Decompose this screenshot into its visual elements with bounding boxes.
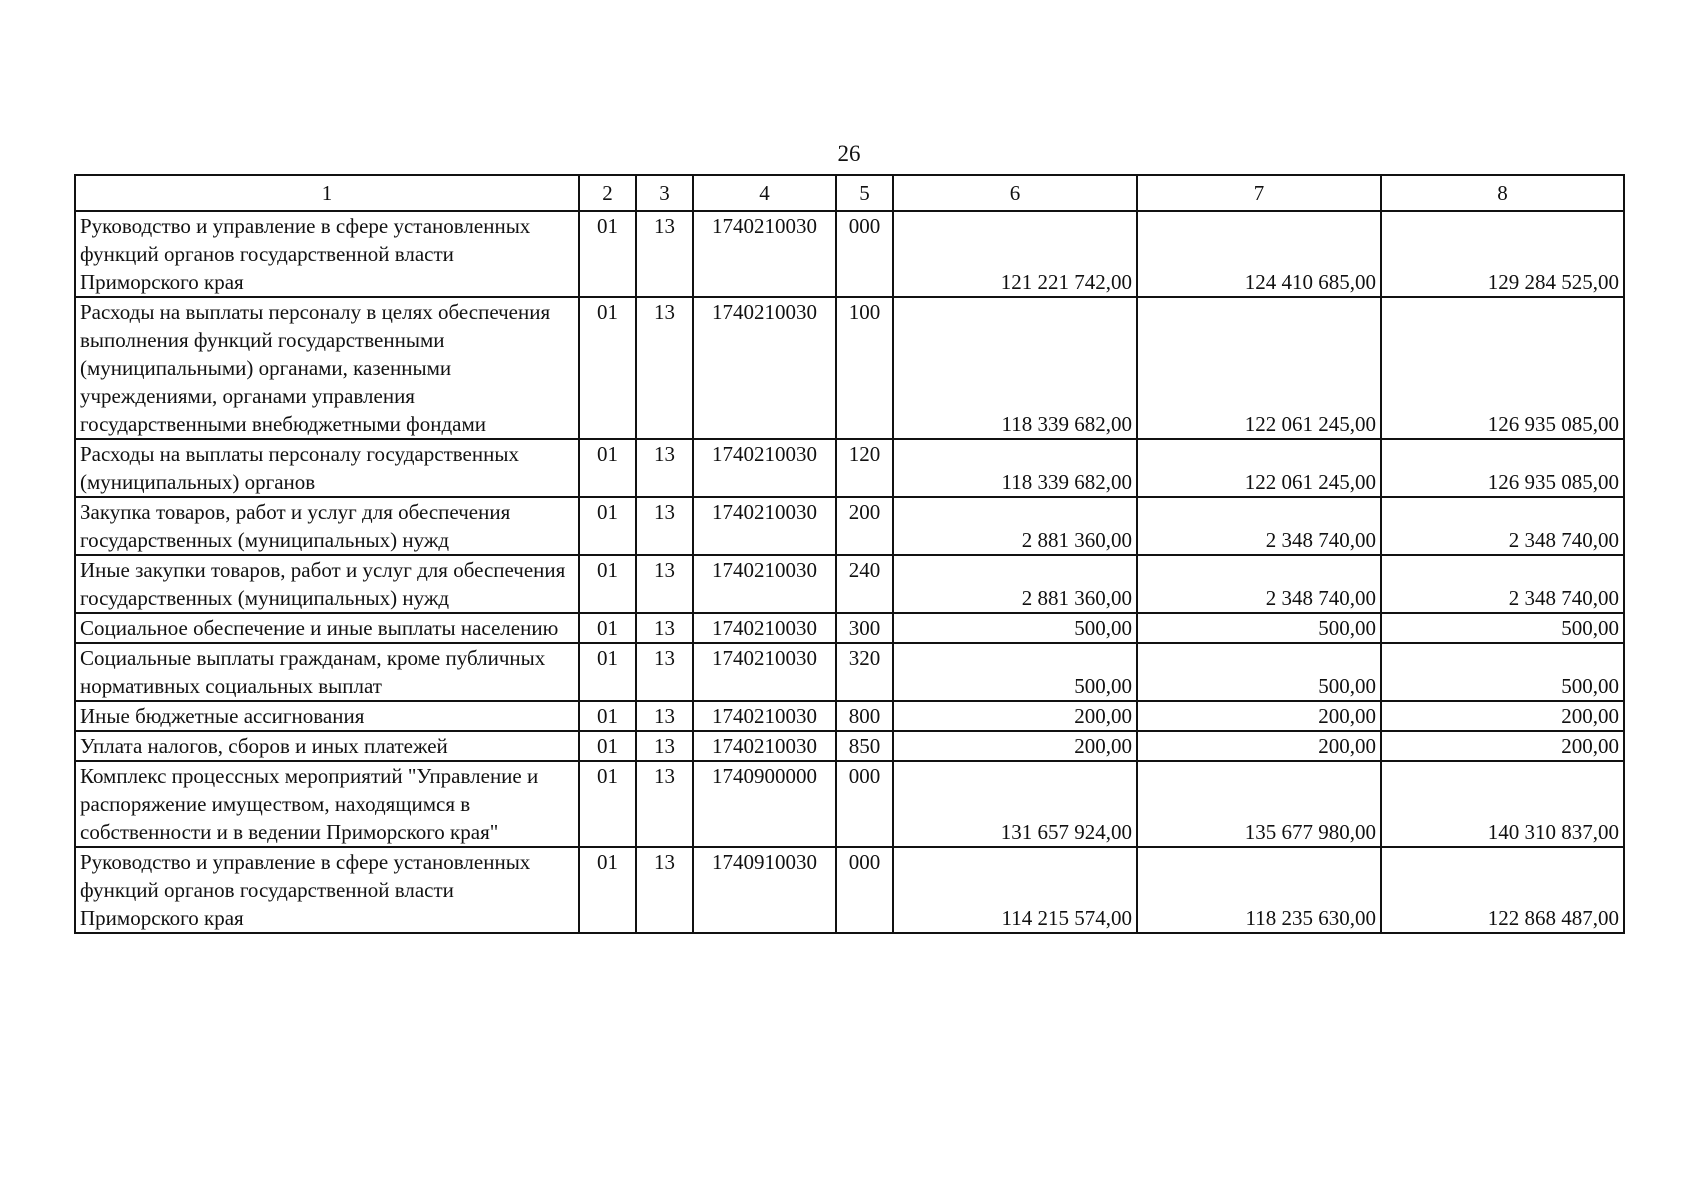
amount-col8-cell: 2 348 740,00 bbox=[1381, 497, 1624, 555]
target-article-cell: 1740210030 bbox=[693, 555, 836, 613]
target-article-cell: 1740210030 bbox=[693, 613, 836, 643]
header-cell: 5 bbox=[836, 175, 893, 211]
header-row bbox=[75, 175, 1624, 211]
table-row bbox=[75, 297, 1624, 439]
budget-table bbox=[74, 174, 1625, 934]
subsection-code-cell: 13 bbox=[636, 731, 693, 761]
item-name-cell: Расходы на выплаты персоналу государственных (муниципальных) органов bbox=[75, 439, 579, 497]
section-code-cell: 01 bbox=[579, 613, 636, 643]
target-article-cell: 1740210030 bbox=[693, 211, 836, 297]
amount-col7-cell: 135 677 980,00 bbox=[1137, 761, 1381, 847]
subsection-code-cell: 13 bbox=[636, 439, 693, 497]
amount-col7-cell: 122 061 245,00 bbox=[1137, 439, 1381, 497]
expense-type-cell: 800 bbox=[836, 701, 893, 731]
expense-type-cell: 100 bbox=[836, 297, 893, 439]
table-row bbox=[75, 701, 1624, 731]
expense-type-cell: 200 bbox=[836, 497, 893, 555]
header-cell: 6 bbox=[893, 175, 1137, 211]
target-article-cell: 1740210030 bbox=[693, 497, 836, 555]
amount-col8-cell: 140 310 837,00 bbox=[1381, 761, 1624, 847]
amount-col7-cell: 500,00 bbox=[1137, 613, 1381, 643]
expense-type-cell: 000 bbox=[836, 211, 893, 297]
item-name-cell: Иные бюджетные ассигнования bbox=[75, 701, 579, 731]
item-name-cell: Закупка товаров, работ и услуг для обеспечения государственных (муниципальных) нужд bbox=[75, 497, 579, 555]
subsection-code-cell: 13 bbox=[636, 643, 693, 701]
table-row bbox=[75, 211, 1624, 297]
section-code-cell: 01 bbox=[579, 643, 636, 701]
amount-col6-cell: 200,00 bbox=[893, 701, 1137, 731]
amount-col8-cell: 129 284 525,00 bbox=[1381, 211, 1624, 297]
amount-col6-cell: 500,00 bbox=[893, 643, 1137, 701]
amount-col8-cell: 200,00 bbox=[1381, 701, 1624, 731]
expense-type-cell: 240 bbox=[836, 555, 893, 613]
table-row bbox=[75, 613, 1624, 643]
section-code-cell: 01 bbox=[579, 439, 636, 497]
target-article-cell: 1740900000 bbox=[693, 761, 836, 847]
target-article-cell: 1740210030 bbox=[693, 297, 836, 439]
expense-type-cell: 320 bbox=[836, 643, 893, 701]
amount-col7-cell: 2 348 740,00 bbox=[1137, 497, 1381, 555]
subsection-code-cell: 13 bbox=[636, 847, 693, 933]
target-article-cell: 1740210030 bbox=[693, 731, 836, 761]
subsection-code-cell: 13 bbox=[636, 701, 693, 731]
expense-type-cell: 120 bbox=[836, 439, 893, 497]
amount-col7-cell: 500,00 bbox=[1137, 643, 1381, 701]
amount-col8-cell: 200,00 bbox=[1381, 731, 1624, 761]
amount-col6-cell: 118 339 682,00 bbox=[893, 439, 1137, 497]
subsection-code-cell: 13 bbox=[636, 297, 693, 439]
target-article-cell: 1740210030 bbox=[693, 701, 836, 731]
subsection-code-cell: 13 bbox=[636, 761, 693, 847]
amount-col8-cell: 2 348 740,00 bbox=[1381, 555, 1624, 613]
expense-type-cell: 000 bbox=[836, 847, 893, 933]
subsection-code-cell: 13 bbox=[636, 497, 693, 555]
subsection-code-cell: 13 bbox=[636, 555, 693, 613]
item-name-cell: Руководство и управление в сфере установленных функций органов государственной власти Приморского края bbox=[75, 847, 579, 933]
amount-col7-cell: 2 348 740,00 bbox=[1137, 555, 1381, 613]
item-name-cell: Комплекс процессных мероприятий "Управление и распоряжение имуществом, находящимся в собственности и в ведении Приморского края" bbox=[75, 761, 579, 847]
amount-col7-cell: 118 235 630,00 bbox=[1137, 847, 1381, 933]
section-code-cell: 01 bbox=[579, 297, 636, 439]
amount-col6-cell: 2 881 360,00 bbox=[893, 497, 1137, 555]
section-code-cell: 01 bbox=[579, 211, 636, 297]
amount-col6-cell: 500,00 bbox=[893, 613, 1137, 643]
amount-col7-cell: 200,00 bbox=[1137, 701, 1381, 731]
page-number: 26 bbox=[837, 141, 861, 166]
item-name-cell: Социальные выплаты гражданам, кроме публичных нормативных социальных выплат bbox=[75, 643, 579, 701]
amount-col6-cell: 121 221 742,00 bbox=[893, 211, 1137, 297]
table-row bbox=[75, 497, 1624, 555]
header-cell: 1 bbox=[75, 175, 579, 211]
section-code-cell: 01 bbox=[579, 555, 636, 613]
amount-col7-cell: 122 061 245,00 bbox=[1137, 297, 1381, 439]
table-row bbox=[75, 439, 1624, 497]
target-article-cell: 1740210030 bbox=[693, 643, 836, 701]
expense-type-cell: 850 bbox=[836, 731, 893, 761]
table-row bbox=[75, 643, 1624, 701]
table-row bbox=[75, 731, 1624, 761]
item-name-cell: Расходы на выплаты персоналу в целях обеспечения выполнения функций государственными (муниципальными) органами, казенными учреждениями, органами управления государственными внебюджетными фондами bbox=[75, 297, 579, 439]
section-code-cell: 01 bbox=[579, 701, 636, 731]
section-code-cell: 01 bbox=[579, 847, 636, 933]
header-cell: 2 bbox=[579, 175, 636, 211]
section-code-cell: 01 bbox=[579, 731, 636, 761]
table-body bbox=[75, 211, 1624, 933]
item-name-cell: Руководство и управление в сфере установленных функций органов государственной власти Приморского края bbox=[75, 211, 579, 297]
table-row bbox=[75, 847, 1624, 933]
header-cell: 4 bbox=[693, 175, 836, 211]
target-article-cell: 1740910030 bbox=[693, 847, 836, 933]
amount-col6-cell: 114 215 574,00 bbox=[893, 847, 1137, 933]
header-cell: 3 bbox=[636, 175, 693, 211]
table-row bbox=[75, 555, 1624, 613]
amount-col8-cell: 122 868 487,00 bbox=[1381, 847, 1624, 933]
expense-type-cell: 300 bbox=[836, 613, 893, 643]
expense-type-cell: 000 bbox=[836, 761, 893, 847]
amount-col6-cell: 131 657 924,00 bbox=[893, 761, 1137, 847]
subsection-code-cell: 13 bbox=[636, 613, 693, 643]
item-name-cell: Уплата налогов, сборов и иных платежей bbox=[75, 731, 579, 761]
amount-col8-cell: 126 935 085,00 bbox=[1381, 439, 1624, 497]
section-code-cell: 01 bbox=[579, 761, 636, 847]
amount-col6-cell: 2 881 360,00 bbox=[893, 555, 1137, 613]
amount-col8-cell: 126 935 085,00 bbox=[1381, 297, 1624, 439]
amount-col8-cell: 500,00 bbox=[1381, 613, 1624, 643]
section-code-cell: 01 bbox=[579, 497, 636, 555]
item-name-cell: Социальное обеспечение и иные выплаты населению bbox=[75, 613, 579, 643]
table-row bbox=[75, 761, 1624, 847]
amount-col7-cell: 124 410 685,00 bbox=[1137, 211, 1381, 297]
header-cell: 7 bbox=[1137, 175, 1381, 211]
target-article-cell: 1740210030 bbox=[693, 439, 836, 497]
item-name-cell: Иные закупки товаров, работ и услуг для обеспечения государственных (муниципальных) нужд bbox=[75, 555, 579, 613]
amount-col6-cell: 118 339 682,00 bbox=[893, 297, 1137, 439]
amount-col7-cell: 200,00 bbox=[1137, 731, 1381, 761]
header-cell: 8 bbox=[1381, 175, 1624, 211]
subsection-code-cell: 13 bbox=[636, 211, 693, 297]
amount-col6-cell: 200,00 bbox=[893, 731, 1137, 761]
amount-col8-cell: 500,00 bbox=[1381, 643, 1624, 701]
